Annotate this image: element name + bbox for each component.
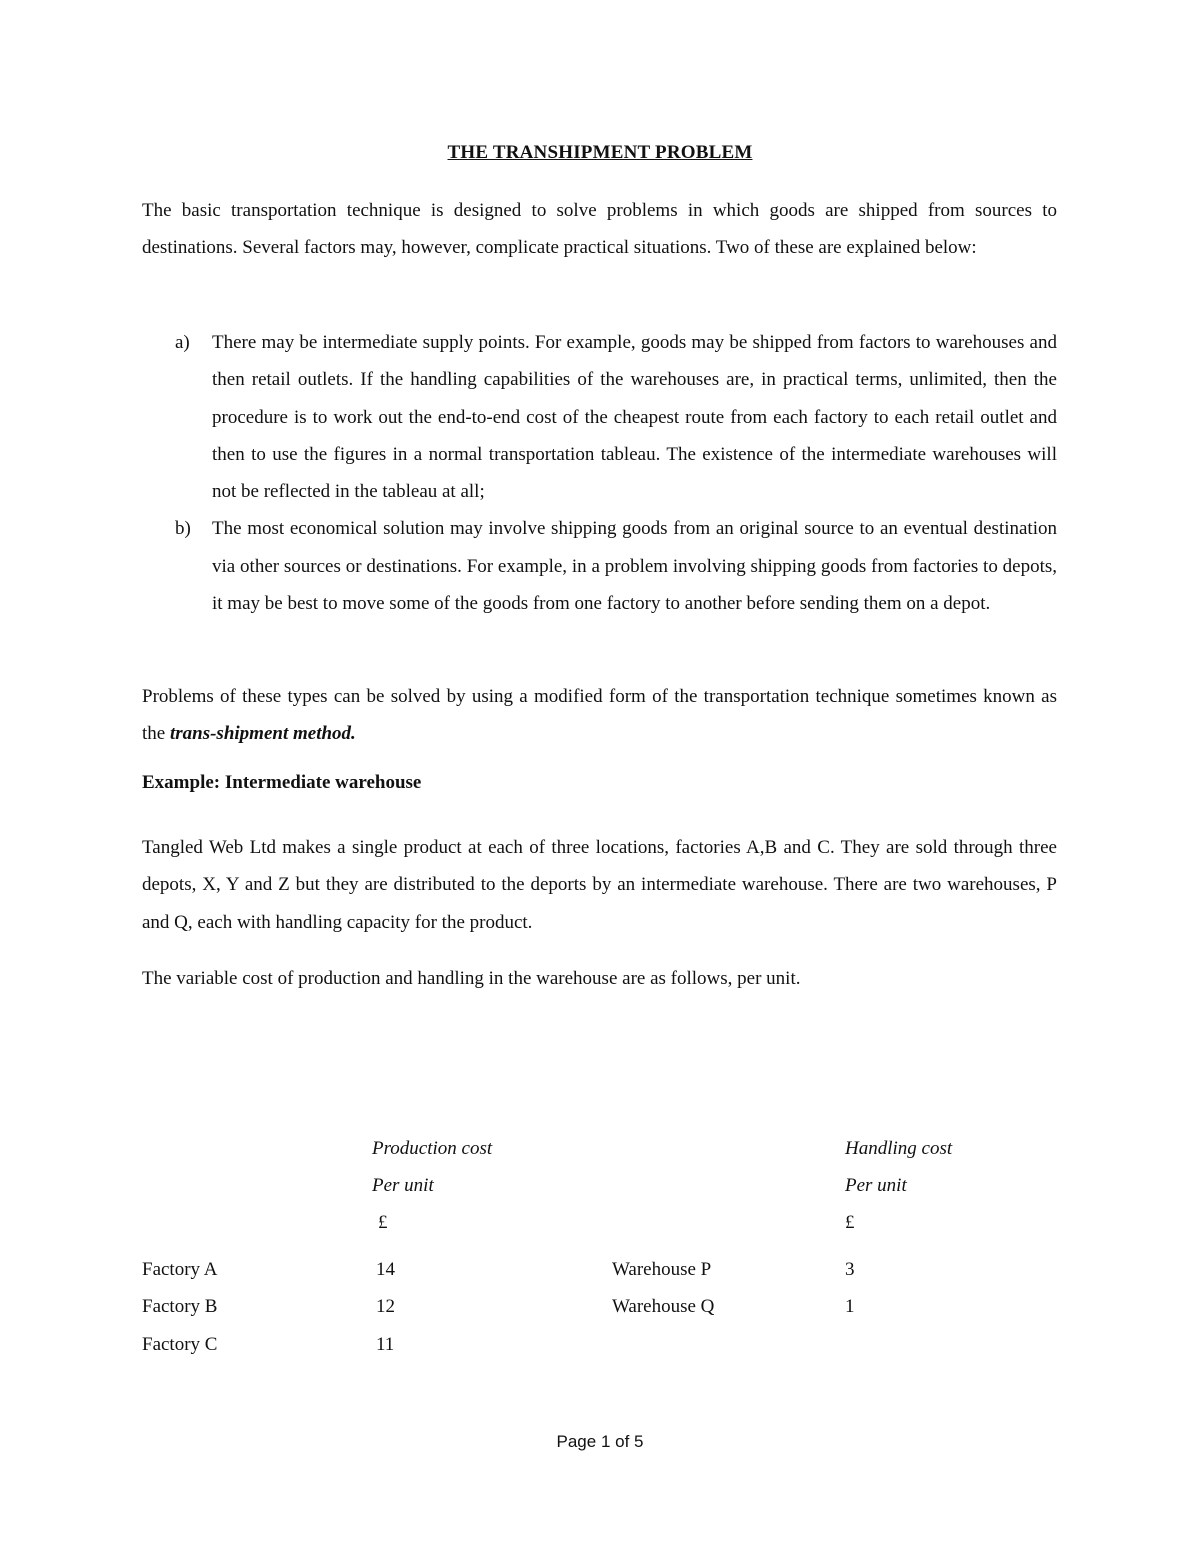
factor-list [142,324,1057,622]
handling-cost-header: Handling cost [845,1138,953,1159]
factory-cost: 14 [376,1259,395,1280]
factory-name: Factory B [142,1296,218,1317]
factory-name: Factory C [142,1334,218,1355]
handling-currency: £ [845,1212,855,1233]
intro-paragraph: The basic transportation technique is designed to solve problems in which goods are shipped from sources to destinations. Several factors may, however, complicate practical situations. Two of these are explained below: [142,200,1057,259]
factory-cost: 11 [376,1334,395,1355]
example-heading: Example: Intermediate warehouse [142,772,422,793]
list-item-text: There may be intermediate supply points. For example, goods may be shipped from factors to warehouses and then retail outlets. If the handling capabilities of the warehouses are, in practical terms, unlimited, then the procedure is to work out the end-to-end cost of the cheapest route from each factory to each retail outlet and then to use the figures in a normal transportation tableau. The existence of the intermediate warehouses will not be reflected in the tableau at all; [212,332,1057,503]
warehouse-cost: 3 [845,1259,855,1280]
production-cost-header: Production cost [372,1138,493,1159]
problems-text: Problems of these types can be solved by using a modified form of the transportation technique sometimes known as the [142,686,1057,745]
trans-shipment-method-term: trans-shipment method. [169,723,356,745]
factory-name: Factory A [142,1259,218,1280]
production-currency: £ [378,1212,388,1233]
list-marker: b) [175,518,191,540]
warehouse-name: Warehouse Q [612,1296,715,1317]
problems-paragraph [142,678,1057,753]
factory-cost: 12 [376,1296,395,1317]
handling-per-unit-header: Per unit [845,1175,907,1196]
warehouse-name: Warehouse P [612,1259,712,1280]
list-item [142,510,1057,622]
page-title: THE TRANSHIPMENT PROBLEM [447,142,753,163]
cost-intro-paragraph: The variable cost of production and handling in the warehouse are as follows, per unit. [142,968,801,989]
page-number-footer: Page 1 of 5 [556,1432,644,1451]
list-item-text: The most economical solution may involve shipping goods from an original source to an eventual destination via other sources or destinations. For example, in a problem involving shipping goods from factories to depots, it may be best to move some of the goods from one factory to another before sending them on a depot. [212,518,1057,615]
list-item [142,324,1057,510]
warehouse-cost: 1 [845,1296,855,1317]
list-marker: a) [175,332,190,353]
example-paragraph: Tangled Web Ltd makes a single product at each of three locations, factories A,B and C. They are sold through three depots, X, Y and Z but they are distributed to the deports by an intermediate warehouse. There are two warehouses, P and Q, each with handling capacity for the product. [142,837,1057,933]
production-per-unit-header: Per unit [372,1175,434,1196]
